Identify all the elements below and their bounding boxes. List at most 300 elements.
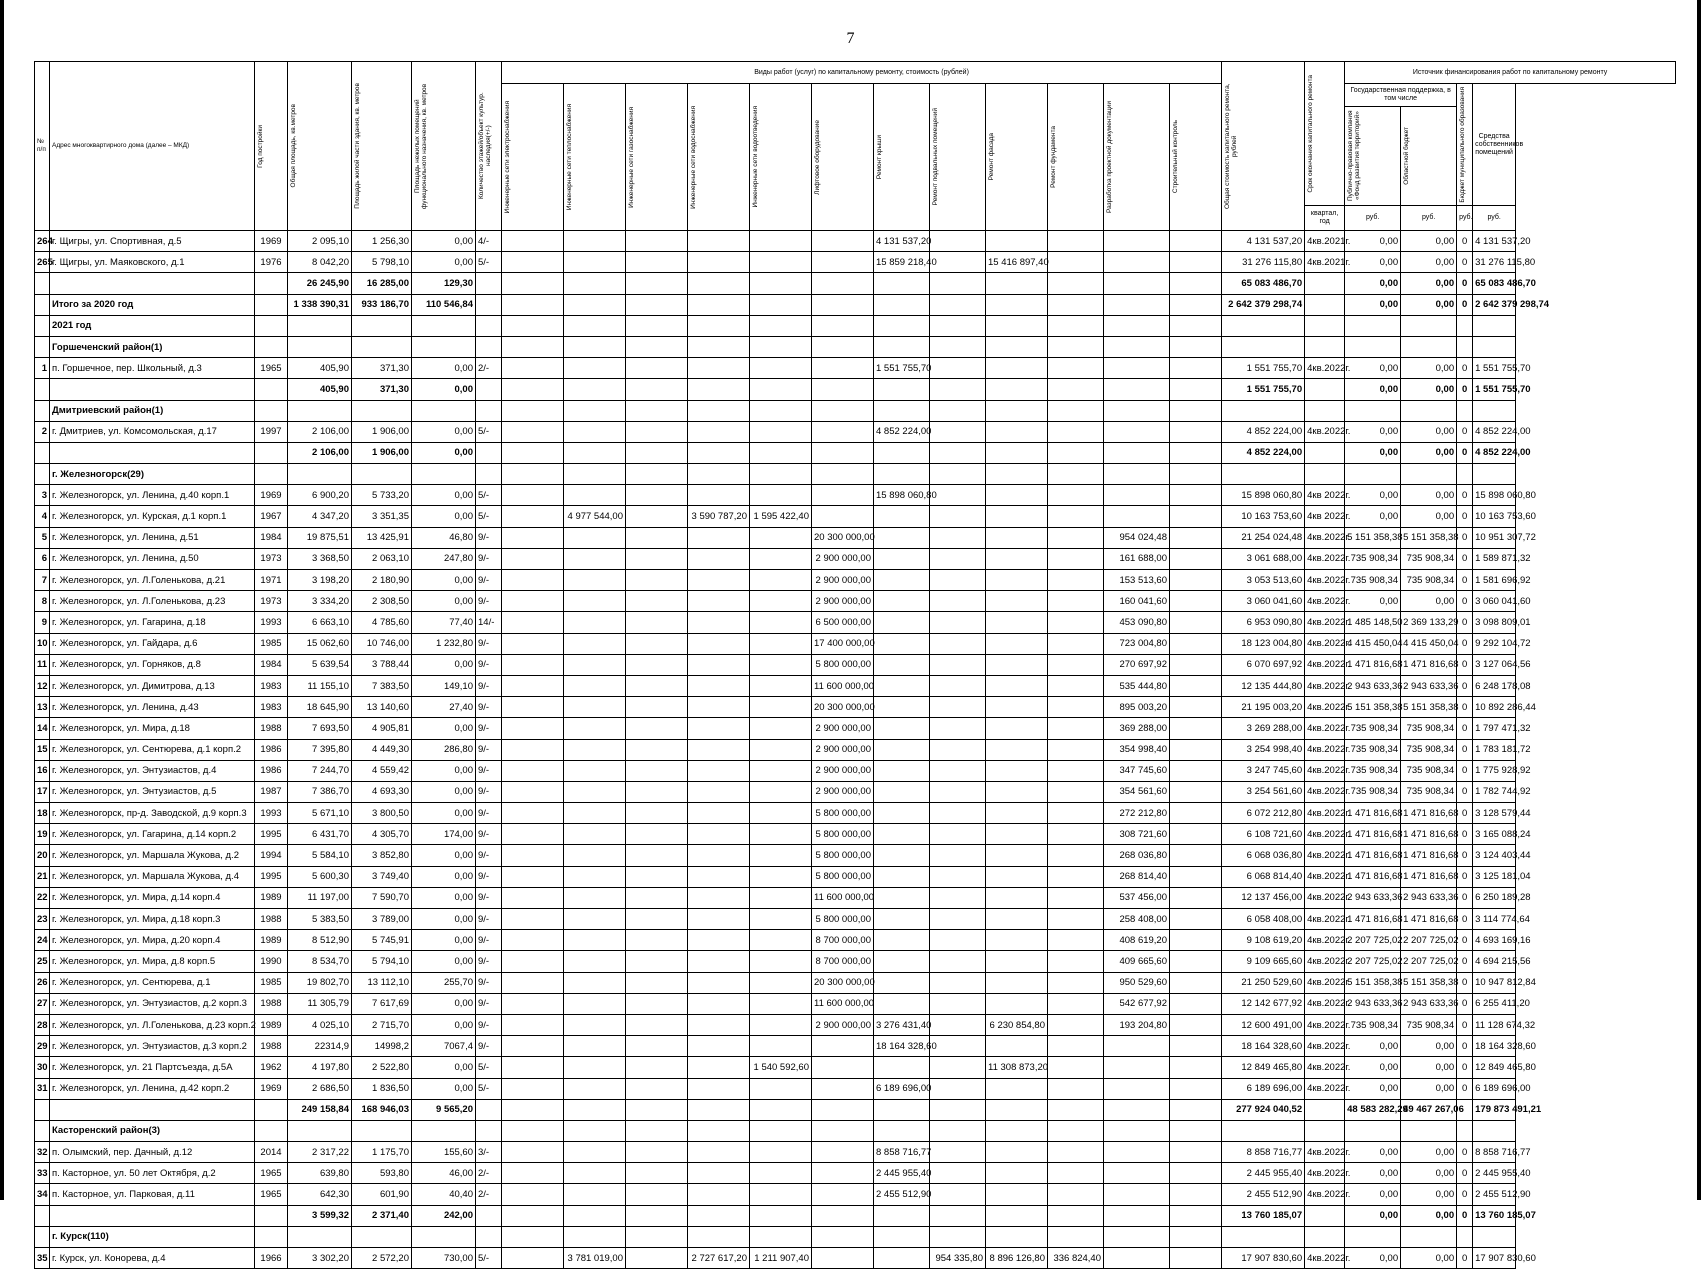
header-work-heating: Инженерные сети теплоснабжения — [566, 103, 573, 211]
row-work-cost — [750, 930, 812, 951]
row-work-cost — [1170, 506, 1222, 527]
table-row — [35, 231, 1676, 252]
row-owners: 3 128 579,44 — [1473, 803, 1516, 824]
heading-empty-cell — [564, 315, 626, 336]
row-total-area: 4 197,80 — [288, 1057, 352, 1078]
row-total-area: 7 693,50 — [288, 718, 352, 739]
row-owners: 3 124 403,44 — [1473, 845, 1516, 866]
row-deadline: 4кв.2021г. — [1305, 252, 1345, 273]
total-empty-work — [1170, 294, 1222, 315]
row-owners: 6 250 189,28 — [1473, 887, 1516, 908]
row-work-cost — [930, 252, 986, 273]
row-municipal: 0 — [1457, 1184, 1473, 1205]
row-total-cost: 6 189 696,00 — [1222, 1078, 1305, 1099]
row-total-cost: 21 250 529,60 — [1222, 972, 1305, 993]
total-nonres-area: 9 565,20 — [412, 1099, 476, 1120]
heading-empty-cell — [1305, 1120, 1345, 1141]
row-year: 1965 — [255, 358, 288, 379]
row-municipal: 0 — [1457, 633, 1473, 654]
heading-empty-cell — [1473, 464, 1516, 485]
heading-empty-cell — [412, 1226, 476, 1247]
heading-empty-cell — [255, 1226, 288, 1247]
heading-empty-cell — [1222, 315, 1305, 336]
total-empty-work — [502, 294, 564, 315]
row-work-cost — [688, 421, 750, 442]
heading-empty-cell — [750, 336, 812, 357]
total-empty-work — [564, 294, 626, 315]
row-municipal: 0 — [1457, 951, 1473, 972]
row-work-cost: 6 230 854,80 — [986, 1014, 1048, 1035]
row-living-area: 5 794,10 — [352, 951, 412, 972]
row-work-cost — [1048, 972, 1104, 993]
heading-empty-cell — [874, 464, 930, 485]
row-nonres-area: 0,00 — [412, 1057, 476, 1078]
scan-left-edge — [0, 0, 4, 1200]
total-living-area: 933 186,70 — [352, 294, 412, 315]
row-deadline: 4кв.2022г. — [1305, 824, 1345, 845]
row-work-cost — [812, 1078, 874, 1099]
row-total-cost: 12 135 444,80 — [1222, 675, 1305, 696]
row-regional: 2 943 633,36 — [1401, 993, 1457, 1014]
row-fund: 5 151 358,38 — [1345, 972, 1401, 993]
row-total-area: 2 317,22 — [288, 1142, 352, 1163]
heading-empty-cell — [564, 464, 626, 485]
row-work-cost — [626, 739, 688, 760]
total-empty-work — [626, 1205, 688, 1226]
row-owners: 6 189 696,00 — [1473, 1078, 1516, 1099]
total-empty-floors — [476, 273, 502, 294]
total-fund: 48 583 282,29 — [1345, 1099, 1401, 1120]
row-municipal: 0 — [1457, 1014, 1473, 1035]
row-work-cost — [930, 887, 986, 908]
row-year: 1976 — [255, 252, 288, 273]
total-empty-work — [930, 1205, 986, 1226]
row-work-cost — [502, 866, 564, 887]
row-deadline: 4кв.2022г. — [1305, 612, 1345, 633]
row-floors: 9/- — [476, 781, 502, 802]
row-number: 5 — [35, 527, 50, 548]
row-regional: 0,00 — [1401, 421, 1457, 442]
row-year: 1984 — [255, 527, 288, 548]
row-owners: 3 127 064,56 — [1473, 654, 1516, 675]
row-total-area: 7 386,70 — [288, 781, 352, 802]
row-work-cost: 2 727 617,20 — [688, 1248, 750, 1269]
grand-total-row — [35, 294, 1676, 315]
total-empty-floors — [476, 1099, 502, 1120]
row-address: г. Щигры, ул. Маяковского, д.1 — [50, 252, 255, 273]
header-unit-owners: руб. — [1473, 206, 1516, 231]
table-row — [35, 506, 1676, 527]
row-work-cost: 369 288,00 — [1104, 718, 1170, 739]
row-work-cost: 8 858 716,77 — [874, 1142, 930, 1163]
row-fund: 0,00 — [1345, 1163, 1401, 1184]
row-work-cost — [930, 421, 986, 442]
row-work-cost — [502, 570, 564, 591]
heading-empty-cell — [476, 1120, 502, 1141]
row-fund: 5 151 358,38 — [1345, 527, 1401, 548]
row-work-cost: 270 697,92 — [1104, 654, 1170, 675]
row-work-cost — [626, 421, 688, 442]
total-empty-no — [35, 273, 50, 294]
row-living-area: 13 112,10 — [352, 972, 412, 993]
total-regional: 0,00 — [1401, 379, 1457, 400]
total-empty-work — [986, 1099, 1048, 1120]
row-work-cost — [874, 527, 930, 548]
row-work-cost: 2 900 000,00 — [812, 548, 874, 569]
row-work-cost: 8 700 000,00 — [812, 951, 874, 972]
row-work-cost — [688, 824, 750, 845]
table-row — [35, 972, 1676, 993]
total-empty-no — [35, 379, 50, 400]
row-total-area: 6 900,20 — [288, 485, 352, 506]
row-fund: 2 207 725,02 — [1345, 951, 1401, 972]
row-year: 1967 — [255, 506, 288, 527]
row-total-cost: 12 142 677,92 — [1222, 993, 1305, 1014]
row-total-cost: 4 131 537,20 — [1222, 231, 1305, 252]
row-year: 1985 — [255, 633, 288, 654]
heading-empty-cell — [874, 336, 930, 357]
row-work-cost — [688, 951, 750, 972]
row-nonres-area: 0,00 — [412, 951, 476, 972]
row-living-area: 2 063,10 — [352, 548, 412, 569]
row-work-cost — [750, 803, 812, 824]
row-total-area: 4 025,10 — [288, 1014, 352, 1035]
heading-empty-cell — [288, 400, 352, 421]
row-total-cost: 6 068 036,80 — [1222, 845, 1305, 866]
row-work-cost — [874, 845, 930, 866]
heading-empty-cell — [688, 315, 750, 336]
total-nonres-area: 0,00 — [412, 379, 476, 400]
total-empty-work — [750, 442, 812, 463]
row-address: п. Касторное, ул. Парковая, д.11 — [50, 1184, 255, 1205]
header-work-facade: Ремонт фасада — [988, 133, 995, 181]
row-number: 264 — [35, 231, 50, 252]
row-work-cost — [564, 887, 626, 908]
row-municipal: 0 — [1457, 909, 1473, 930]
row-work-cost: 453 090,80 — [1104, 612, 1170, 633]
row-nonres-area: 0,00 — [412, 252, 476, 273]
row-fund: 2 207 725,02 — [1345, 930, 1401, 951]
row-fund: 1 471 816,68 — [1345, 654, 1401, 675]
row-work-cost — [1170, 909, 1222, 930]
total-regional: 0,00 — [1401, 442, 1457, 463]
heading-empty-cell — [412, 464, 476, 485]
row-living-area: 2 308,50 — [352, 591, 412, 612]
row-work-cost — [930, 527, 986, 548]
row-total-cost: 6 108 721,60 — [1222, 824, 1305, 845]
total-empty-work — [1104, 294, 1170, 315]
row-work-cost — [812, 1036, 874, 1057]
row-work-cost — [502, 1248, 564, 1269]
row-work-cost — [1104, 1248, 1170, 1269]
row-address: г. Железногорск, ул. Мира, д.18 корп.3 — [50, 909, 255, 930]
row-deadline: 4кв.2022г. — [1305, 993, 1345, 1014]
row-work-cost — [626, 845, 688, 866]
row-fund: 0,00 — [1345, 231, 1401, 252]
row-floors: 9/- — [476, 930, 502, 951]
row-work-cost — [564, 930, 626, 951]
row-work-cost — [986, 866, 1048, 887]
row-work-cost — [986, 718, 1048, 739]
heading-empty-cell — [930, 464, 986, 485]
total-empty-work — [986, 442, 1048, 463]
row-fund: 735 908,34 — [1345, 548, 1401, 569]
row-work-cost — [564, 654, 626, 675]
total-empty-work — [874, 294, 930, 315]
row-work-cost: 1 540 592,60 — [750, 1057, 812, 1078]
row-work-cost — [564, 591, 626, 612]
row-number: 20 — [35, 845, 50, 866]
row-floors: 9/- — [476, 548, 502, 569]
heading-empty-cell — [812, 336, 874, 357]
row-nonres-area: 0,00 — [412, 231, 476, 252]
total-empty-work — [874, 1205, 930, 1226]
heading-empty-cell — [626, 464, 688, 485]
row-work-cost: 8 896 126,80 — [986, 1248, 1048, 1269]
row-year: 1965 — [255, 1184, 288, 1205]
row-work-cost — [750, 612, 812, 633]
header-unit-municipal: руб. — [1457, 206, 1473, 231]
row-municipal: 0 — [1457, 591, 1473, 612]
row-fund: 735 908,34 — [1345, 739, 1401, 760]
header-work-foundation: Ремонт фундамента — [1050, 126, 1057, 188]
row-living-area: 2 715,70 — [352, 1014, 412, 1035]
row-deadline: 4кв.2022г. — [1305, 1057, 1345, 1078]
row-work-cost: 537 456,00 — [1104, 887, 1170, 908]
row-work-cost: 2 900 000,00 — [812, 781, 874, 802]
row-work-cost: 954 024,48 — [1104, 527, 1170, 548]
row-work-cost — [626, 591, 688, 612]
row-work-cost — [564, 252, 626, 273]
row-address: г. Железногорск, ул. Сентюрева, д.1 корп.2 — [50, 739, 255, 760]
district-heading-row — [35, 336, 1676, 357]
row-year: 1993 — [255, 803, 288, 824]
row-total-area: 3 334,20 — [288, 591, 352, 612]
total-empty-work — [626, 273, 688, 294]
row-work-cost — [502, 1142, 564, 1163]
heading-empty-cell — [874, 1120, 930, 1141]
row-year: 1995 — [255, 866, 288, 887]
row-work-cost — [1170, 760, 1222, 781]
row-address: г. Железногорск, ул. Димитрова, д.13 — [50, 675, 255, 696]
row-work-cost — [564, 972, 626, 993]
row-work-cost — [986, 951, 1048, 972]
heading-empty-cell — [1401, 315, 1457, 336]
row-regional: 2 943 633,36 — [1401, 887, 1457, 908]
total-empty-work — [930, 1099, 986, 1120]
row-regional: 0,00 — [1401, 1142, 1457, 1163]
row-work-cost — [750, 570, 812, 591]
row-regional: 0,00 — [1401, 1036, 1457, 1057]
row-work-cost: 268 814,40 — [1104, 866, 1170, 887]
row-work-cost — [1170, 866, 1222, 887]
total-living-area: 16 285,00 — [352, 273, 412, 294]
total-empty-deadline — [1305, 379, 1345, 400]
year-heading-row — [35, 315, 1676, 336]
row-work-cost — [750, 951, 812, 972]
heading-empty-cell — [1170, 1226, 1222, 1247]
table-row — [35, 527, 1676, 548]
row-work-cost — [626, 781, 688, 802]
row-work-cost — [1170, 548, 1222, 569]
heading-empty-cell — [688, 1120, 750, 1141]
heading-empty-cell — [688, 336, 750, 357]
row-work-cost — [1048, 485, 1104, 506]
row-work-cost — [986, 803, 1048, 824]
row-living-area: 3 800,50 — [352, 803, 412, 824]
row-work-cost — [750, 231, 812, 252]
row-living-area: 7 617,69 — [352, 993, 412, 1014]
row-number: 3 — [35, 485, 50, 506]
page-number: 7 — [846, 30, 855, 47]
row-work-cost — [1104, 1163, 1170, 1184]
row-work-cost: 535 444,80 — [1104, 675, 1170, 696]
row-owners: 4 694 215,56 — [1473, 951, 1516, 972]
row-deadline: 4кв.2022г. — [1305, 1163, 1345, 1184]
row-nonres-area: 0,00 — [412, 993, 476, 1014]
row-work-cost — [1170, 675, 1222, 696]
row-total-area: 3 198,20 — [288, 570, 352, 591]
row-living-area: 4 305,70 — [352, 824, 412, 845]
row-municipal: 0 — [1457, 781, 1473, 802]
row-nonres-area: 27,40 — [412, 697, 476, 718]
row-work-cost: 2 900 000,00 — [812, 570, 874, 591]
row-work-cost — [930, 654, 986, 675]
heading-empty-cell — [812, 1226, 874, 1247]
row-work-cost: 3 276 431,40 — [874, 1014, 930, 1035]
row-total-area: 4 347,20 — [288, 506, 352, 527]
heading-empty-cell — [750, 1226, 812, 1247]
row-work-cost — [874, 781, 930, 802]
row-work-cost — [502, 612, 564, 633]
total-empty-year — [255, 1205, 288, 1226]
row-work-cost — [750, 972, 812, 993]
row-total-cost: 18 123 004,80 — [1222, 633, 1305, 654]
row-address: г. Железногорск, ул. Энтузиастов, д.2 корп.3 — [50, 993, 255, 1014]
header-work-elevator: Лифтовое оборудование — [814, 119, 821, 195]
row-number: 11 — [35, 654, 50, 675]
row-work-cost: 272 212,80 — [1104, 803, 1170, 824]
heading-empty-cell — [502, 315, 564, 336]
row-number: 28 — [35, 1014, 50, 1035]
row-floors: 9/- — [476, 591, 502, 612]
row-work-cost — [750, 887, 812, 908]
row-total-cost: 6 953 090,80 — [1222, 612, 1305, 633]
total-empty-year — [255, 442, 288, 463]
row-fund: 1 471 816,68 — [1345, 803, 1401, 824]
row-nonres-area: 0,00 — [412, 887, 476, 908]
row-work-cost: 268 036,80 — [1104, 845, 1170, 866]
row-work-cost: 2 900 000,00 — [812, 718, 874, 739]
row-deadline: 4кв.2022г. — [1305, 760, 1345, 781]
row-year: 1971 — [255, 570, 288, 591]
row-work-cost — [1170, 1248, 1222, 1269]
row-work-cost — [626, 760, 688, 781]
row-work-cost — [874, 633, 930, 654]
row-work-cost — [1170, 887, 1222, 908]
total-owners: 2 642 379 298,74 — [1473, 294, 1516, 315]
row-work-cost — [626, 231, 688, 252]
row-work-cost — [626, 1014, 688, 1035]
row-year: 1994 — [255, 845, 288, 866]
row-work-cost — [502, 930, 564, 951]
row-living-area: 5 745,91 — [352, 930, 412, 951]
row-work-cost — [688, 675, 750, 696]
row-total-cost: 21 254 024,48 — [1222, 527, 1305, 548]
row-deadline: 4кв.2022г. — [1305, 951, 1345, 972]
heading-empty-cell — [352, 336, 412, 357]
row-fund: 0,00 — [1345, 485, 1401, 506]
total-empty-work — [986, 273, 1048, 294]
row-work-cost: 950 529,60 — [1104, 972, 1170, 993]
row-work-cost — [1048, 803, 1104, 824]
heading-empty-cell — [255, 464, 288, 485]
row-work-cost: 2 900 000,00 — [812, 591, 874, 612]
row-total-area: 19 875,51 — [288, 527, 352, 548]
row-fund: 0,00 — [1345, 1057, 1401, 1078]
row-work-cost — [564, 739, 626, 760]
total-empty-work — [874, 442, 930, 463]
row-work-cost: 20 300 000,00 — [812, 972, 874, 993]
heading-empty-cell — [1048, 336, 1104, 357]
row-total-cost: 6 058 408,00 — [1222, 909, 1305, 930]
heading-empty-cell — [1305, 400, 1345, 421]
row-deadline: 4кв.2022г. — [1305, 675, 1345, 696]
row-work-cost — [1170, 1078, 1222, 1099]
row-work-cost — [626, 675, 688, 696]
total-area: 26 245,90 — [288, 273, 352, 294]
heading-empty-cell — [688, 400, 750, 421]
row-work-cost — [750, 845, 812, 866]
row-work-cost — [502, 1036, 564, 1057]
row-deadline: 4кв.2022г. — [1305, 803, 1345, 824]
total-regional: 0,00 — [1401, 1205, 1457, 1226]
row-nonres-area: 247,80 — [412, 548, 476, 569]
row-work-cost — [1170, 697, 1222, 718]
heading-empty-cell — [1401, 1226, 1457, 1247]
row-total-cost: 6 068 814,40 — [1222, 866, 1305, 887]
total-fund: 0,00 — [1345, 379, 1401, 400]
row-year: 1985 — [255, 972, 288, 993]
row-work-cost — [930, 760, 986, 781]
row-work-cost — [688, 612, 750, 633]
total-empty-work — [1104, 273, 1170, 294]
row-work-cost — [874, 612, 930, 633]
row-work-cost — [986, 887, 1048, 908]
heading-empty-cell — [1457, 336, 1473, 357]
row-year: 1984 — [255, 654, 288, 675]
row-address: г. Железногорск, ул. Л.Голенькова, д.21 — [50, 570, 255, 591]
total-empty-work — [502, 273, 564, 294]
table-row — [35, 358, 1676, 379]
row-work-cost — [874, 909, 930, 930]
row-work-cost — [930, 633, 986, 654]
row-living-area: 4 905,81 — [352, 718, 412, 739]
row-floors: 9/- — [476, 739, 502, 760]
total-empty-work — [688, 1205, 750, 1226]
row-work-cost: 20 300 000,00 — [812, 527, 874, 548]
row-nonres-area: 0,00 — [412, 570, 476, 591]
row-number: 9 — [35, 612, 50, 633]
row-total-cost: 12 600 491,00 — [1222, 1014, 1305, 1035]
row-work-cost — [564, 781, 626, 802]
heading-empty-cell — [1305, 1226, 1345, 1247]
row-work-cost — [1048, 845, 1104, 866]
row-owners: 9 292 104,72 — [1473, 633, 1516, 654]
row-deadline: 4кв.2022г. — [1305, 421, 1345, 442]
district-heading: Горшеченский район(1) — [50, 336, 255, 357]
heading-empty-cell — [1457, 464, 1473, 485]
